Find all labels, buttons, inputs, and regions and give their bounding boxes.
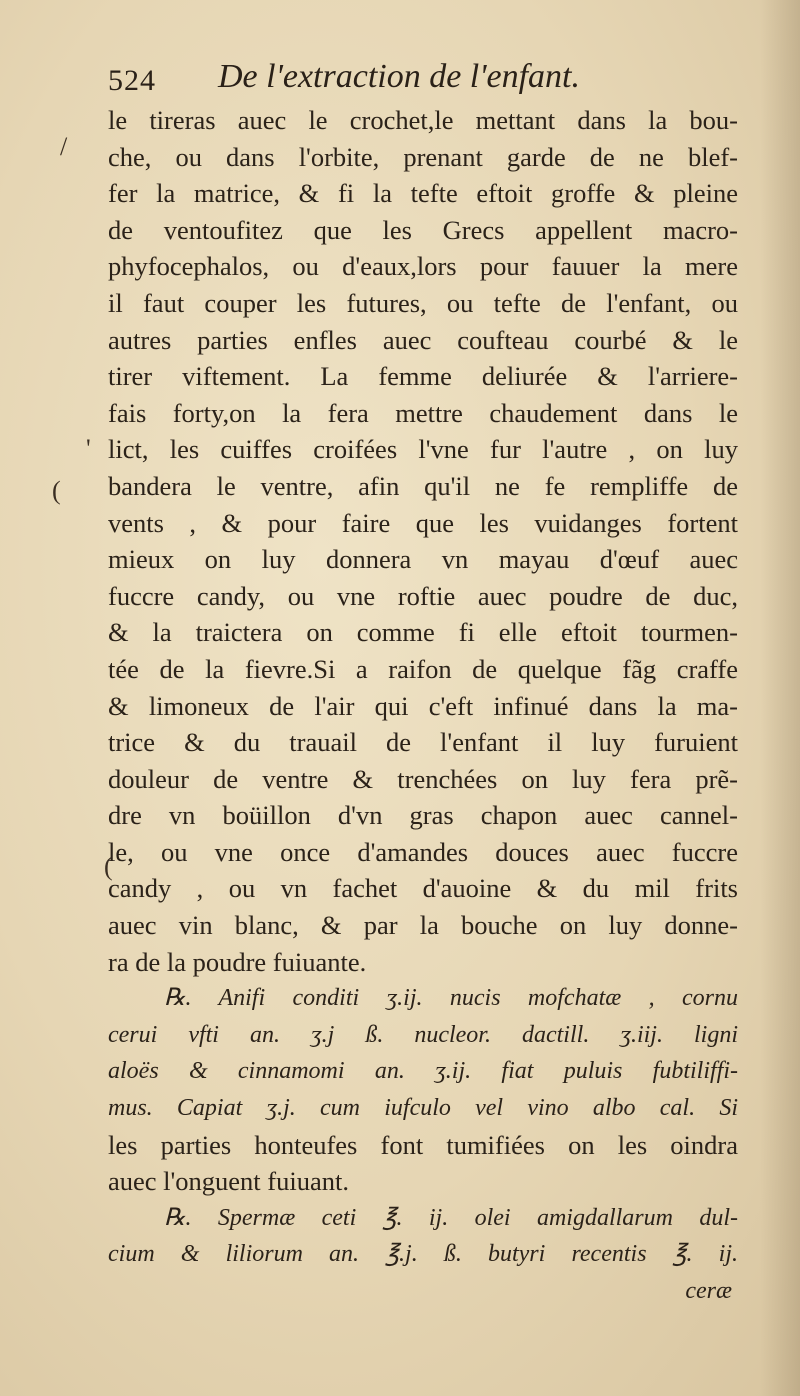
text-line: auec l'onguent fuiuant. [108, 1166, 349, 1197]
text-line: bandera le ventre, afin qu'il ne fe rempliffe de [108, 470, 738, 501]
text-line: trice & du trauail de l'enfant il luy furuient [108, 727, 738, 758]
body-text [108, 102, 738, 1310]
text-line: candy , ou vn fachet d'auoine & du mil frits [108, 873, 738, 904]
text-line: phyfocephalos, ou d'eaux,lors pour fauuer la mere [108, 251, 738, 282]
text-line: les parties honteufes font tumifiées on les oindra [108, 1129, 738, 1160]
text-line: auec vin blanc, & par la bouche on luy donne- [108, 910, 738, 941]
text-line: mieux on luy donnera vn mayau d'œuf auec [108, 544, 738, 575]
margin-mark: ' [86, 434, 91, 463]
recipe-line: aloës & cinnamomi an. ʒ.ij. fiat puluis fubtiliffi- [108, 1058, 738, 1085]
running-title: De l'extraction de l'enfant. [218, 58, 580, 95]
text-line: le, ou vne once d'amandes douces auec fuccre [108, 836, 738, 867]
text-line: fais forty,on la fera mettre chaudement dans le [108, 397, 738, 428]
recipe-line: cerui vfti an. ʒ.j ß. nucleor. dactill. ʒ.iij. ligni [108, 1021, 738, 1048]
text-line: fuccre candy, ou vne roftie auec poudre de duc, [108, 580, 738, 611]
text-line: autres parties enfles auec coufteau courbé & le [108, 324, 738, 355]
recipe-line: cium & liliorum an. ℥.j. ß. butyri recentis ℥. ij. [108, 1241, 738, 1268]
page-header [108, 58, 728, 102]
recipe-line: ℞. Anifi conditi ʒ.ij. nucis mofchatæ , cornu [164, 985, 738, 1012]
recipe-line: mus. Capiat ʒ.j. cum iufculo vel vino albo cal. Si [108, 1095, 738, 1122]
recipe-line: ℞. Spermæ ceti ℥. ij. olei amigdallarum dul- [164, 1204, 738, 1231]
catchword: ceræ [685, 1278, 732, 1304]
text-line: che, ou dans l'orbite, prenant garde de ne blef- [108, 141, 738, 172]
margin-mark: ( [104, 852, 113, 881]
text-line: tirer viftement. La femme deliurée & l'arriere- [108, 361, 738, 392]
text-line: vents , & pour faire que les vuidanges fortent [108, 507, 738, 538]
text-line: douleur de ventre & trenchées on luy fera prẽ- [108, 763, 738, 794]
text-line: & la traictera on comme fi elle eftoit tourmen- [108, 617, 738, 648]
text-line: tée de la fievre.Si a raifon de quelque fãg craffe [108, 653, 738, 684]
text-line: le tireras auec le crochet,le mettant dans la bou- [108, 105, 738, 135]
text-line: de ventoufitez que les Grecs appellent macro- [108, 214, 738, 245]
page-edge-shadow [760, 0, 800, 1396]
text-line: il faut couper les futures, ou tefte de l'enfant, ou [108, 287, 738, 318]
margin-mark: ( [52, 476, 61, 505]
text-line: fer la matrice, & fi la tefte eftoit groffe & pleine [108, 178, 738, 209]
text-line: & limoneux de l'air qui c'eft infinué dans la ma- [108, 690, 738, 721]
text-line: dre vn boüillon d'vn gras chapon auec cannel- [108, 800, 738, 831]
text-line: ra de la poudre fuiuante. [108, 946, 367, 977]
margin-mark: / [60, 132, 68, 161]
text-line: lict, les cuiffes croifées l'vne fur l'autre , on luy [108, 434, 738, 465]
page-number: 524 [108, 64, 156, 97]
